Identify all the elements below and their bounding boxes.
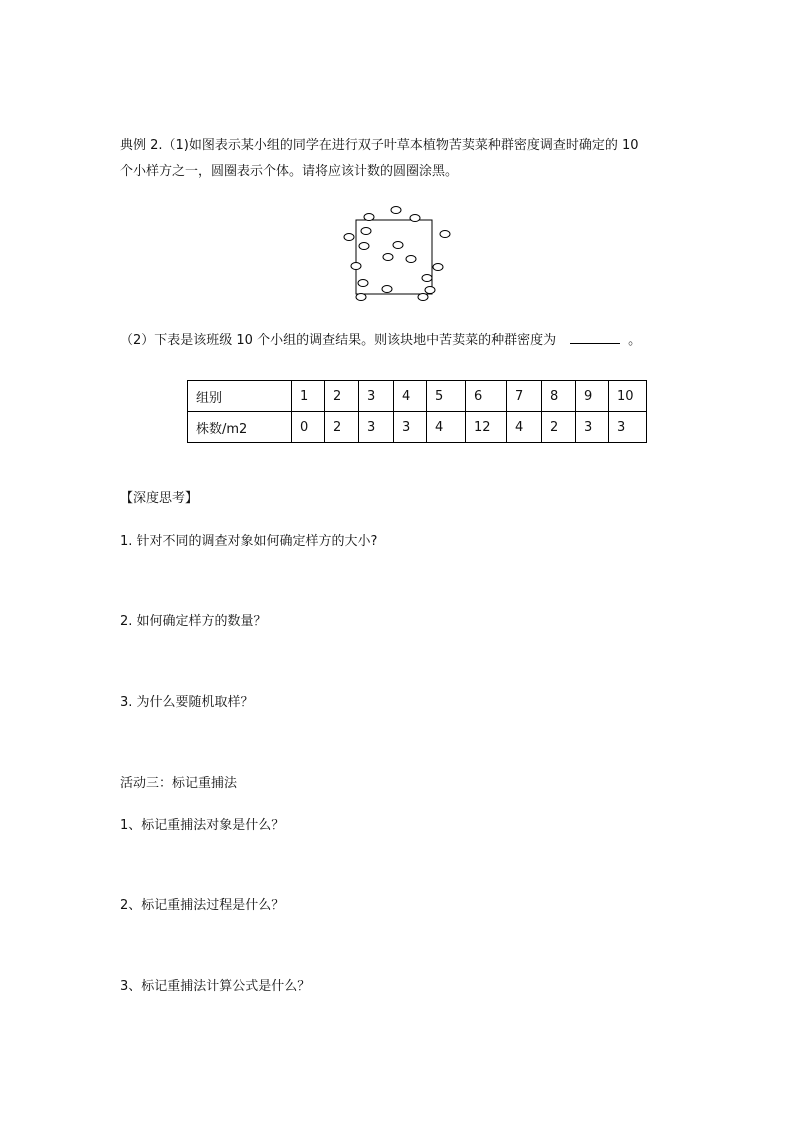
table-row-counts — [188, 412, 647, 443]
deep-thinking-q1: 1. 针对不同的调查对象如何确定样方的大小? — [120, 534, 378, 549]
individual-circle — [358, 280, 368, 287]
question-2-text: （2）下表是该班级 10 个小组的调查结果。则该块地中苦荬菜的种群密度为 — [120, 333, 557, 348]
table-cell: 4 — [507, 412, 542, 443]
quadrat-diagram — [340, 204, 460, 308]
example-line-1: 典例 2.（1)如图表示某小组的同学在进行双子叶草本植物苦荬菜种群密度调查时确定的 10 — [120, 138, 639, 153]
table-cell: 2 — [542, 412, 576, 443]
table-cell: 4 — [394, 381, 427, 412]
individual-circle — [382, 286, 392, 293]
question-2 — [120, 329, 641, 350]
table-cell: 3 — [359, 412, 394, 443]
table-cell: 2 — [325, 412, 359, 443]
question-2-end: 。 — [628, 333, 642, 348]
activity-3-q3: 3、标记重捕法计算公式是什么？ — [120, 979, 311, 994]
activity-3-title: 活动三：标记重捕法 — [120, 776, 238, 791]
results-table — [187, 380, 647, 443]
individual-circle — [351, 263, 361, 270]
table-cell: 3 — [576, 412, 609, 443]
activity-3-q1: 1、标记重捕法对象是什么？ — [120, 818, 285, 833]
individual-circle — [425, 287, 435, 294]
individual-circle — [393, 242, 403, 249]
table-cell: 10 — [609, 381, 647, 412]
individual-circle — [433, 264, 443, 271]
table-cell: 2 — [325, 381, 359, 412]
individual-circle — [361, 228, 371, 235]
table-cell: 12 — [466, 412, 507, 443]
table-row-label: 株数/m2 — [188, 412, 292, 443]
table-row-groups — [188, 381, 647, 412]
individual-circle — [410, 215, 420, 222]
individual-circle — [391, 207, 401, 214]
table-cell: 0 — [292, 412, 325, 443]
deep-thinking-title: 【深度思考】 — [120, 491, 199, 506]
table-cell: 7 — [507, 381, 542, 412]
individual-circle — [344, 234, 354, 241]
table-header-label: 组别 — [188, 381, 292, 412]
table-cell: 4 — [427, 412, 466, 443]
example-line-2: 个小样方之一，圆圈表示个体。请将应该计数的圆圈涂黑。 — [120, 164, 459, 179]
deep-thinking-q2: 2. 如何确定样方的数量？ — [120, 614, 267, 629]
individual-circle — [383, 254, 393, 261]
table-cell: 9 — [576, 381, 609, 412]
table-cell: 8 — [542, 381, 576, 412]
table-cell: 1 — [292, 381, 325, 412]
table-cell: 3 — [359, 381, 394, 412]
individual-circle — [418, 294, 428, 301]
individual-circle — [422, 275, 432, 282]
individual-circle — [356, 294, 366, 301]
individual-circle — [440, 231, 450, 238]
table-cell: 6 — [466, 381, 507, 412]
table-cell: 3 — [394, 412, 427, 443]
answer-blank[interactable] — [570, 329, 620, 344]
individual-circle — [359, 243, 369, 250]
table-cell: 5 — [427, 381, 466, 412]
table-cell: 3 — [609, 412, 647, 443]
deep-thinking-q3: 3. 为什么要随机取样？ — [120, 695, 254, 710]
individual-circle — [406, 256, 416, 263]
activity-3-q2: 2、标记重捕法过程是什么？ — [120, 898, 285, 913]
individual-circle — [364, 214, 374, 221]
